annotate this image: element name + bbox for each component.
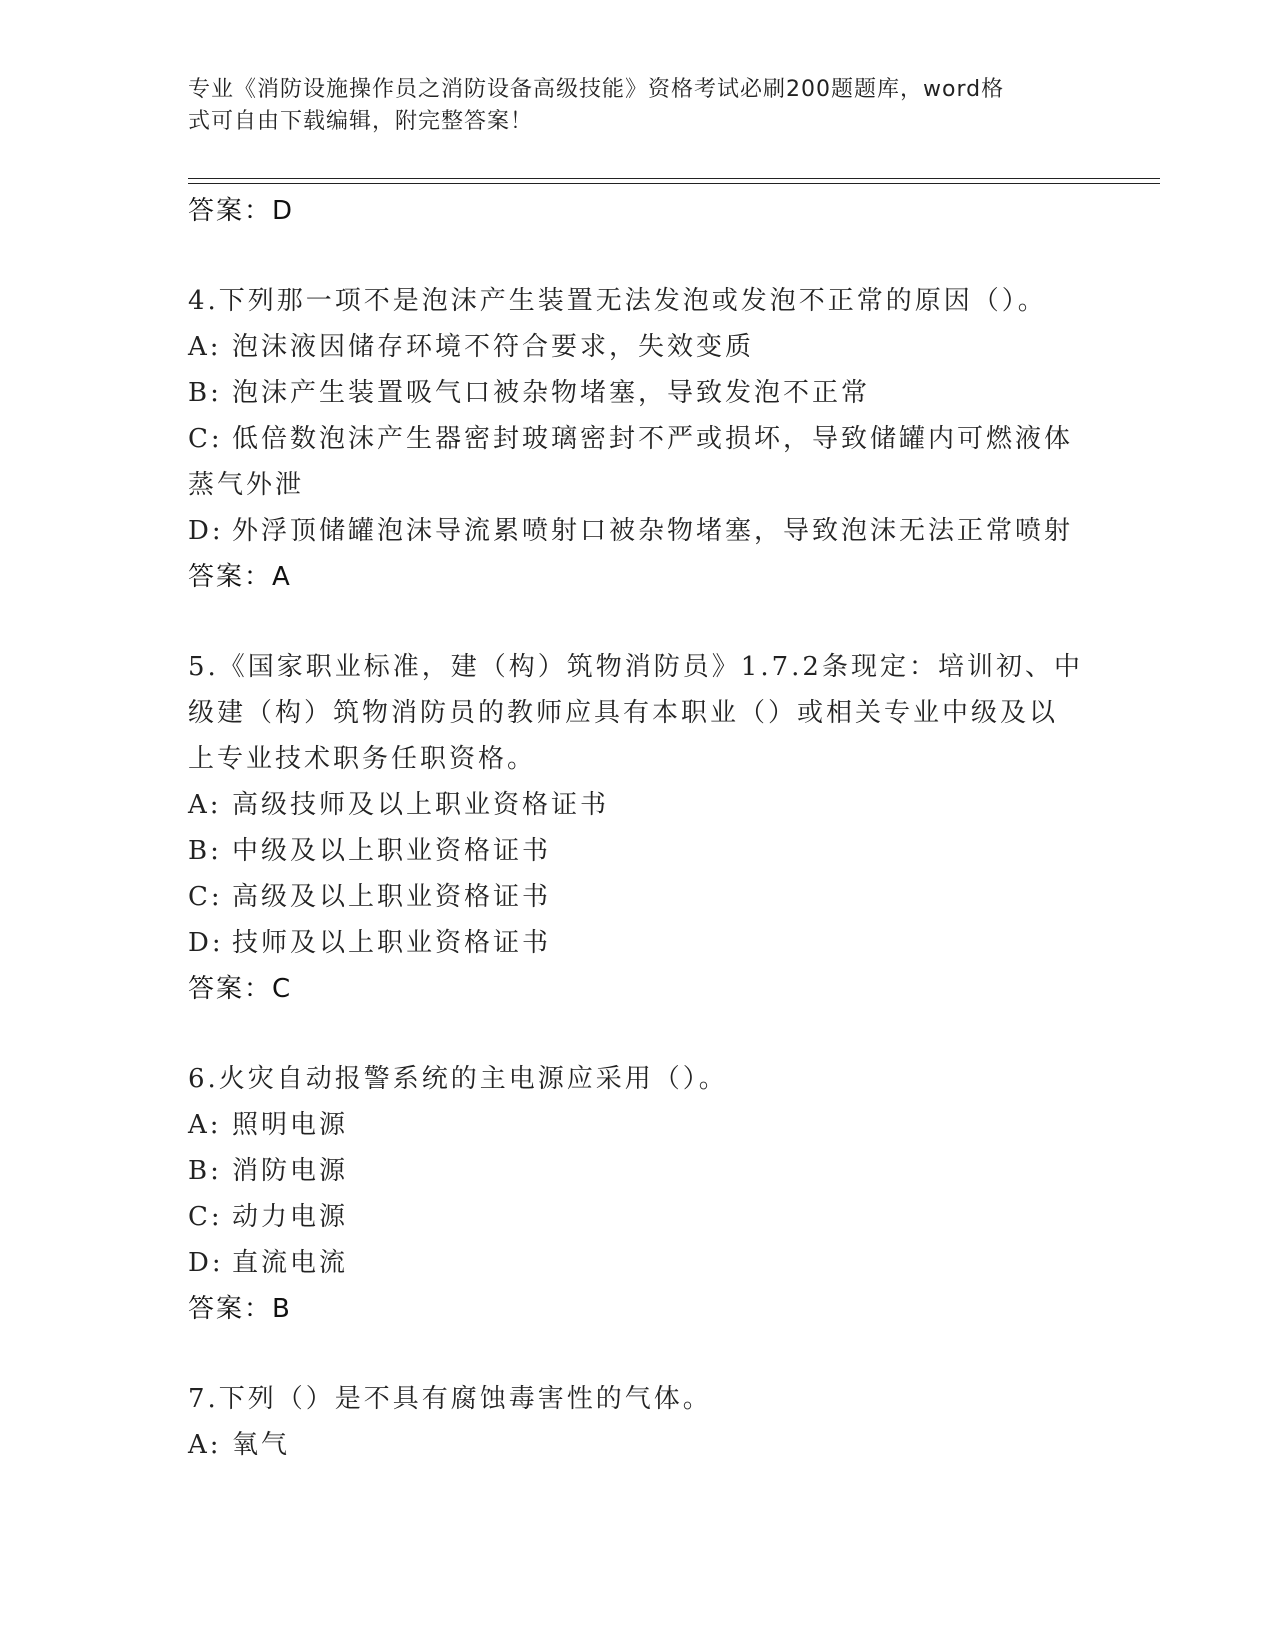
question-stem: 4.下列那一项不是泡沫产生装置无法发泡或发泡不正常的原因（）。 [188, 286, 1047, 316]
option-key: A: [188, 1430, 222, 1460]
option-text: 氧气 [232, 1430, 291, 1460]
option-key: B: [188, 1156, 222, 1186]
option-text: 消防电源 [232, 1156, 349, 1186]
answer-previous: 答案：D [188, 196, 295, 226]
option-text: 泡沫产生装置吸气口被杂物堵塞，导致发泡不正常 [232, 378, 871, 408]
question-stem-line-3: 上专业技术职务任职资格。 [188, 744, 537, 774]
option-c-continued: 蒸气外泄 [188, 470, 305, 500]
option-text: 高级技师及以上职业资格证书 [232, 790, 610, 820]
option-text: 泡沫液因储存环境不符合要求，失效变质 [232, 332, 755, 362]
option-key: C: [188, 1202, 223, 1232]
document-body [188, 188, 1108, 1468]
answer-4: 答案：A [188, 562, 292, 592]
option-key: A: [188, 332, 222, 362]
option-b [188, 370, 1108, 416]
option-text: 动力电源 [232, 1202, 349, 1232]
option-text: 外浮顶储罐泡沫导流累喷射口被杂物堵塞，导致泡沫无法正常喷射 [232, 516, 1074, 546]
option-text: 中级及以上职业资格证书 [232, 836, 552, 866]
header-divider-top [188, 178, 1160, 179]
document-header [188, 74, 1088, 138]
option-text: 低倍数泡沫产生器密封玻璃密封不严或损坏，导致储罐内可燃液体 [232, 424, 1074, 454]
option-text: 高级及以上职业资格证书 [232, 882, 552, 912]
question-7 [188, 1376, 1108, 1468]
option-key: B: [188, 378, 222, 408]
header-line-1: 专业《消防设施操作员之消防设备高级技能》资格考试必刷200题题库，word格 [188, 77, 1005, 102]
option-c [188, 416, 1108, 462]
question-stem: 5.《国家职业标准，建（构）筑物消防员》1.7.2条现定：培训初、中 [188, 652, 1083, 682]
option-key: C: [188, 424, 223, 454]
question-stem-line-2: 级建（构）筑物消防员的教师应具有本职业（）或相关专业中级及以 [188, 698, 1059, 728]
option-c [188, 874, 1108, 920]
option-key: D: [188, 516, 224, 546]
answer-5: 答案：C [188, 974, 293, 1004]
option-a [188, 1422, 1108, 1468]
option-text: 照明电源 [232, 1110, 349, 1140]
question-4 [188, 278, 1108, 600]
option-text: 技师及以上职业资格证书 [232, 928, 552, 958]
option-key: D: [188, 928, 224, 958]
answer-6: 答案：B [188, 1294, 292, 1324]
option-a [188, 1102, 1108, 1148]
option-a [188, 782, 1108, 828]
option-key: D: [188, 1248, 224, 1278]
question-stem: 6.火灾自动报警系统的主电源应采用（）。 [188, 1064, 728, 1094]
option-d [188, 920, 1108, 966]
header-line-2: 式可自由下载编辑，附完整答案！ [188, 109, 534, 134]
option-key: B: [188, 836, 222, 866]
option-key: A: [188, 1110, 222, 1140]
option-key: A: [188, 790, 222, 820]
option-text: 直流电流 [232, 1248, 349, 1278]
option-b [188, 1148, 1108, 1194]
header-divider-bottom [188, 183, 1160, 184]
question-6 [188, 1056, 1108, 1332]
option-a [188, 324, 1108, 370]
option-c [188, 1194, 1108, 1240]
question-5 [188, 644, 1108, 1012]
question-stem: 7.下列（）是不具有腐蚀毒害性的气体。 [188, 1384, 712, 1414]
option-d [188, 1240, 1108, 1286]
option-b [188, 828, 1108, 874]
option-d [188, 508, 1108, 554]
option-key: C: [188, 882, 223, 912]
